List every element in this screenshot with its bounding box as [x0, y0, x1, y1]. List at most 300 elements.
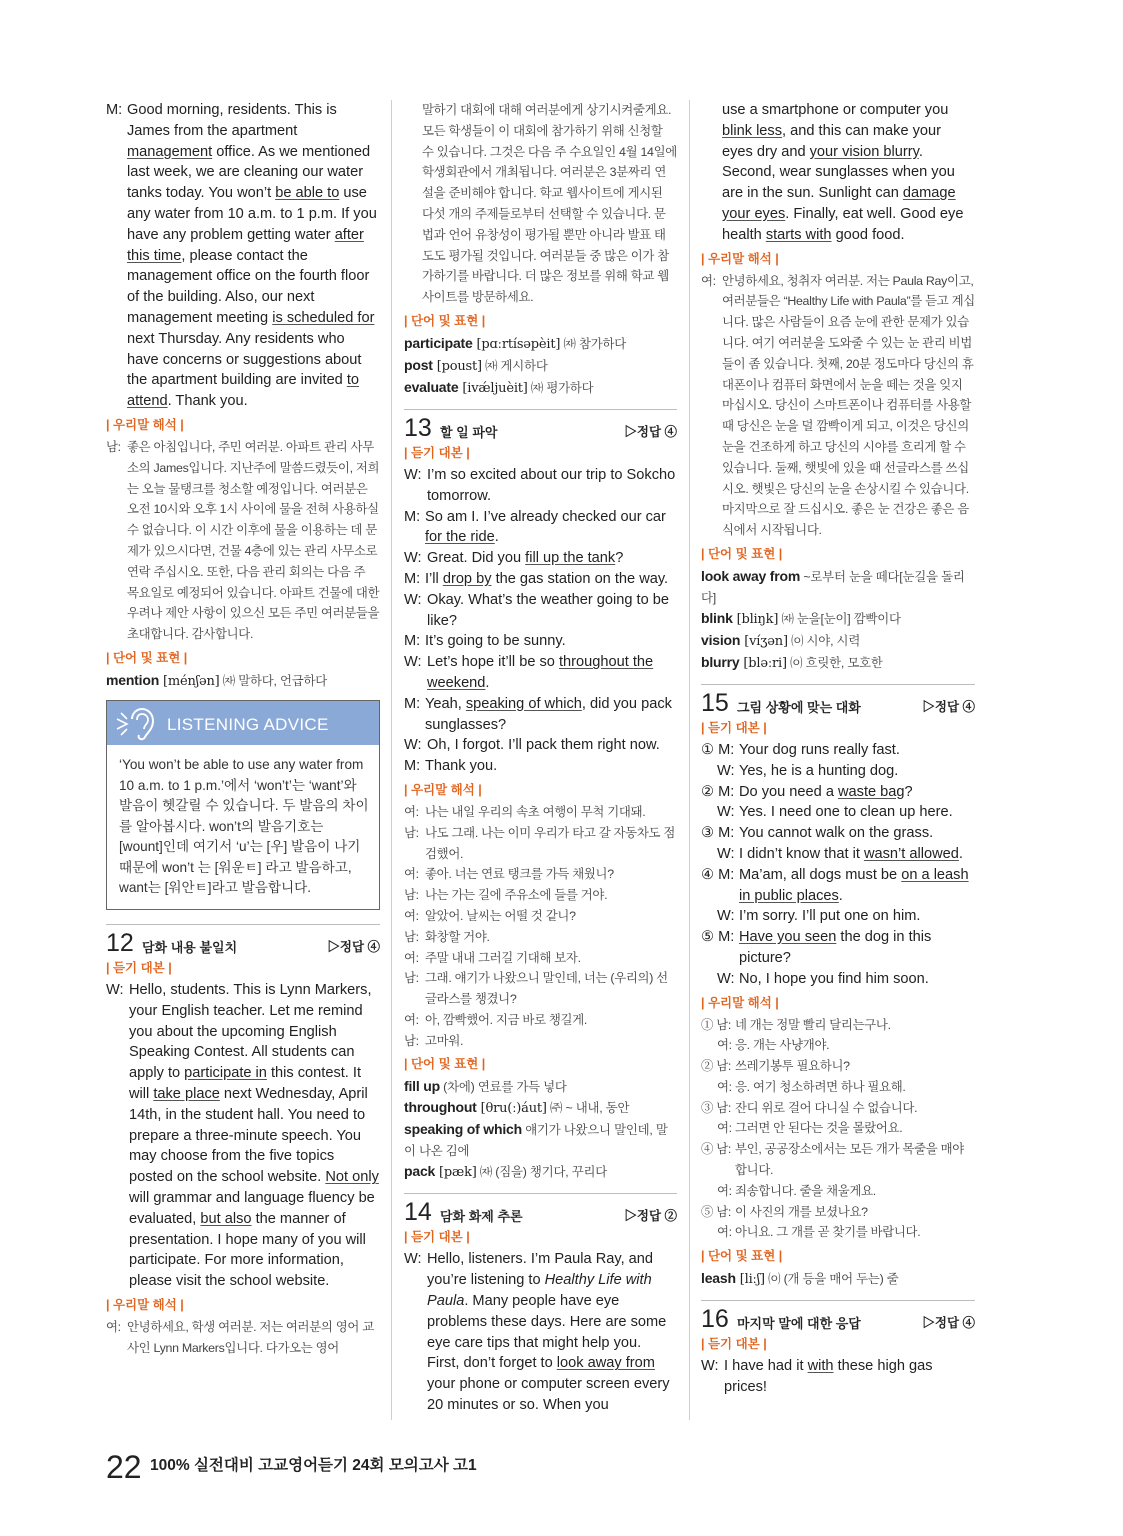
dialog-line: [404, 507, 677, 549]
vocab-entry: [701, 608, 975, 630]
vocab-list: [106, 670, 380, 692]
translation-line: [701, 1222, 975, 1243]
speaker-tag: ④ M:: [701, 866, 735, 883]
translation-text: 여: 안녕하세요, 학생 여러분. 저는 여러분의 영어 교사인 Lynn Markers입니다. 다가오는 영어: [106, 1320, 374, 1355]
text-run: I have had it: [724, 1358, 808, 1375]
vocab-phonetic: [ivǽljuèit]: [458, 380, 528, 396]
key-phrase: your vision blurry: [809, 143, 919, 160]
key-phrase: Have you seen: [739, 929, 837, 946]
speaker-tag: 여:: [404, 1012, 419, 1027]
vocab-list: [404, 1076, 677, 1183]
translation-15: [701, 1015, 975, 1244]
speaker-tag: ④ 남:: [701, 1142, 732, 1157]
speaker-line: W: Hello, students. This is Lynn Markers, your English teacher. Let me remind you about the upcoming English Speaking Contest. All students can apply to participate in this contest. It will take place next Wednesday, April 14th, in the student hall. You need to prepare a three-minute speech. You may choose from the five topics posted on the school website. Not only will grammar and language fluency be evaluated, but also the manner of presentation. I hope many of you will participate. For more information, please visit the school website.: [106, 982, 379, 1290]
key-phrase: Healthy Life with Paula: [427, 1272, 652, 1310]
vocab-list: [701, 566, 975, 674]
speaker-tag: 여:: [717, 1038, 732, 1053]
speaker-tag: M:: [404, 508, 421, 525]
translation-line: [404, 864, 677, 885]
text-run: your phone or computer screen every 20 minutes or so. When you: [427, 1376, 670, 1414]
speaker-tag: W:: [404, 466, 422, 483]
speaker-line: W: I have had it with these high gas prices!: [701, 1358, 933, 1396]
key-phrase: starts with: [765, 226, 832, 243]
text-run: Yeah,: [425, 695, 466, 712]
translation-text: 쓰레기봉투 필요하니?: [735, 1059, 850, 1074]
speaker-tag: 여:: [404, 867, 419, 882]
key-phrase: blink less: [722, 122, 783, 139]
speaker-tag: W:: [717, 970, 735, 987]
speaker-tag: W:: [404, 550, 422, 567]
question-title: 담화 내용 불일치: [142, 940, 238, 956]
vocab-word: leash: [701, 1270, 736, 1287]
translation-text: 주말 내내 그러길 기대해 보자.: [425, 950, 581, 965]
dialog-text: [425, 571, 668, 587]
translation-text: 고마워.: [425, 1033, 464, 1048]
translation-text: 그래. 얘기가 나왔으니 말인데, 너는 (우리의) 선글라스를 챙겼니?: [425, 971, 668, 1007]
speaker-line: W: Hello, listeners. I’m Paula Ray, and you’re listening to Healthy Life with Paula. Many people have eye problems these days. Here are some eye care tips that might help you. First, don’t forget to look away from your phone or computer screen every 20 minutes or so. When you: [404, 1251, 670, 1414]
key-phrase: speaking of which: [465, 695, 582, 712]
text-run: Hello, students. This is Lynn Markers, your English teacher. Let me remind you about the upcoming English Speaking Contest. All students can apply to: [129, 982, 372, 1082]
speaker-tag: M:: [404, 570, 421, 587]
translation-label: | 우리말 해석 |: [404, 782, 482, 797]
text-run: , and this can make your eyes dry and: [722, 122, 942, 160]
translation-text: 여: 안녕하세요, 청취자 여러분. 저는 Paula Ray이고, 여러분들은 “Healthy Life with Paula”를 듣고 계십니다. 많은 사람들이 요즘 눈에 관한 문제가 있습니다. 여기 여러분을 도와줄 수 있는 눈 관리 비법들이 좀 있습니다. 첫째, 20분 정도마다 당신의 휴대폰이나 컴퓨터 화면에서 눈을 떼는 것을 잊지 마십시오. 당신이 스마트폰이나 컴퓨터를 사용할 때 당신은 눈을 덜 깜빡이게 되고, 이것은 당신의 눈을 건조하게 하고 당신의 시야를 흐리게 할 수 있습니다. 둘째, 햇빛에 있을 때 선글라스를 쓰십시오. 햇빛은 당신의 눈을 손상시킬 수 있습니다. 마지막으로 잘 드십시오. 좋은 눈 건강은 좋은 음식에서 시작됩니다.: [701, 273, 975, 538]
script-label: | 듣기 대본 |: [404, 1230, 470, 1245]
speaker-tag: 남:: [404, 929, 419, 944]
translation-text: 알았어. 날씨는 어떨 것 같니?: [425, 908, 576, 923]
script-text: [427, 1251, 670, 1413]
text-run: .: [958, 845, 963, 862]
key-phrase: damage your eyes: [722, 185, 956, 222]
key-phrase: for the ride: [425, 529, 495, 546]
vocab-word: evaluate: [404, 378, 459, 395]
script-continuation: [701, 100, 975, 246]
dialog-line: [701, 802, 975, 823]
dialog-13: [404, 465, 677, 777]
vocab-entry: [404, 1076, 677, 1097]
dialog-line: [404, 652, 677, 694]
translation-line: [404, 885, 677, 906]
key-phrase: on a leash in public places: [739, 866, 969, 904]
vocab-phonetic: [liːʃ]: [735, 1272, 765, 1288]
dialog-line: [701, 782, 975, 803]
vocab-meaning: ㈖ (짐을) 챙기다, 꾸리다: [476, 1165, 608, 1180]
text-run: will grammar and language fluency be evaluated,: [129, 1190, 375, 1227]
vocab-entry: [404, 1097, 677, 1119]
speaker-tag: ① 남:: [701, 1017, 732, 1032]
translation-label: | 우리말 해석 |: [106, 1298, 184, 1313]
speaker-tag: W:: [404, 654, 422, 671]
translation-text: 부인, 공공장소에서는 모든 개가 목줄을 매야 합니다.: [735, 1142, 964, 1178]
vocab-label: | 단어 및 표현 |: [701, 1249, 783, 1264]
text-run: I’m so excited about our trip to Sokcho tomorrow.: [427, 466, 676, 504]
question-14-header: [404, 1193, 677, 1229]
key-phrase: throughout the weekend: [427, 654, 654, 691]
text-run: Oh, I forgot. I’ll pack them right now.: [427, 737, 660, 754]
question-title: 그림 상황에 맞는 대화: [737, 699, 861, 715]
dialog-line: [404, 735, 677, 756]
advice-title: LISTENING ADVICE: [167, 714, 329, 734]
translation-line: [404, 906, 677, 927]
vocab-phonetic: [θru(ː)áut]: [476, 1101, 547, 1117]
vocab-word: blurry: [701, 653, 740, 670]
vocab-label: | 단어 및 표현 |: [404, 1057, 486, 1072]
text-run: . Second, wear sunglasses when you are in the sun. Sunlight can: [722, 143, 955, 202]
vocab-word: fill up: [404, 1078, 440, 1095]
speaker-tag: 남:: [404, 825, 419, 840]
speaker-tag: 여:: [404, 908, 419, 923]
text-run: Okay. What’s the weather going to be like?: [427, 591, 670, 629]
translation-13: [404, 802, 677, 1052]
script-label: | 듣기 대본 |: [404, 445, 470, 460]
translation-text: 응. 여기 청소하려면 하나 필요해.: [735, 1079, 906, 1094]
speaker-tag: 여:: [404, 950, 419, 965]
text-run: use a smartphone or computer you: [722, 102, 949, 118]
dialog-text: [739, 971, 929, 987]
speaker-line: M: Good morning, residents. This is James from the apartment management office. As we mentioned last week, we are cleaning our water tanks today. You won’t be able to use any water from 10 a.m. to 1 p.m. If you have any problem getting water after this time, please contact the management office on the fourth floor of the building. Also, our next management meeting is scheduled for next Thursday. Any residents who have concerns or suggestions about the apartment building are invited to attend. Thank you.: [106, 102, 377, 410]
translation-line: [701, 1035, 975, 1056]
dialog-text: [425, 509, 666, 546]
text-run: I’m sorry. I’ll put one on him.: [739, 908, 921, 925]
vocab-entry: [701, 566, 975, 608]
translation-text: 이 사진의 개를 보셨나요?: [735, 1204, 868, 1219]
translation-label: | 우리말 해석 |: [106, 417, 184, 432]
answer-badge: ▷정답 ②: [624, 1209, 677, 1224]
translation-text: 네 개는 정말 빨리 달리는구나.: [735, 1017, 891, 1032]
text-run: No, I hope you find him soon.: [739, 970, 929, 987]
script-text: [127, 102, 377, 409]
translation-text: 응. 개는 사냥개야.: [735, 1038, 830, 1053]
text-run: next Wednesday, April 14th, in the student hall. You need to prepare a three-minute speech. You may choose from the five topics posted on the school website.: [129, 1086, 368, 1186]
speaker-tag: ⑤ 남:: [701, 1204, 732, 1219]
dialog-text: [427, 550, 623, 566]
translation-line: [701, 1202, 975, 1223]
dialog-text: [739, 763, 898, 779]
text-run: this contest. It will: [129, 1065, 362, 1103]
column-3: [701, 100, 975, 1398]
dialog-text: [425, 758, 497, 774]
dialog-line: [701, 740, 975, 761]
text-run: .: [494, 529, 499, 546]
vocab-phonetic: [pæk]: [435, 1165, 477, 1181]
question-13-header: [404, 409, 677, 445]
text-run: .: [838, 887, 843, 904]
translation-line: [701, 1098, 975, 1119]
text-run: next Thursday. Any residents who have concerns or suggestions about the apartment building are invited: [127, 330, 362, 389]
column-2: [404, 100, 677, 1416]
speaker-tag: ② M:: [701, 783, 735, 800]
dialog-text: [427, 654, 653, 691]
text-run: the manner of presentation. I hope many of you will participate. For more information, please visit the school website.: [129, 1210, 366, 1290]
key-phrase: look away from: [556, 1355, 655, 1372]
speaker-tag: W:: [717, 845, 735, 862]
page-number: 22: [106, 1449, 142, 1485]
text-run: , please contact the management office on the fourth floor of the building. Also, our next management meeting: [127, 247, 370, 326]
translation-line: [701, 1077, 975, 1098]
translation-line: [404, 823, 677, 865]
vocab-meaning: ㈇ 시야, 시력: [787, 633, 861, 648]
vocab-phonetic: [víʒən]: [740, 633, 788, 649]
vocab-word: blink: [701, 609, 733, 626]
dialog-15: [701, 740, 975, 990]
text-run: I didn’t know that it: [739, 845, 864, 862]
key-phrase: drop by: [442, 570, 492, 587]
vocab-phonetic: [bləːri]: [739, 655, 787, 671]
key-phrase: is scheduled for: [272, 309, 375, 326]
text-run: So am I. I’ve already checked our car: [425, 508, 666, 525]
translation-text: 아니요. 그 개를 곧 찾기를 바랍니다.: [735, 1225, 921, 1240]
question-title: 마지막 말에 대한 응답: [737, 1316, 861, 1332]
script-text: [129, 982, 379, 1289]
key-phrase: fill up the tank: [525, 550, 616, 567]
key-phrase: with: [807, 1358, 834, 1375]
speaker-tag: ③ 남:: [701, 1100, 732, 1115]
ear-icon: [113, 705, 163, 748]
script-label: | 듣기 대본 |: [701, 1337, 767, 1352]
translation-line: [404, 948, 677, 969]
translation-line: [404, 1031, 677, 1052]
script-text: [724, 1358, 933, 1395]
key-phrase: waste bag: [838, 783, 905, 800]
speaker-tag: 남:: [404, 888, 419, 903]
text-run: You cannot walk on the grass.: [739, 825, 934, 842]
vocab-meaning: ㈖ 평가하다: [527, 380, 594, 395]
translation-text: 나도 그래. 나는 이미 우리가 타고 갈 자동차도 점검했어.: [425, 825, 676, 861]
dialog-text: [739, 742, 900, 758]
key-phrase: take place: [153, 1086, 220, 1103]
key-phrase: to attend: [127, 372, 360, 410]
vocab-entry: [404, 333, 677, 355]
key-phrase: wasn’t allowed: [863, 845, 959, 862]
translation-label: | 우리말 해석 |: [701, 251, 779, 266]
speaker-tag: 여:: [717, 1121, 732, 1136]
advice-body: ‘You won’t be able to use any water from 10 a.m. to 1 p.m.’에서 ‘won’t’는 ‘want’와 발음이 헷갈릴 수 있습니다. 두 발음의 차이를 알아봅시다. won’t의 발음기호는 [wount]인데 여기서 ‘u’는 [우] 발음이 나기 때문에 won’t 는 [워운ㅌ] 라고 발음하고, want는 [워안ㅌ]라고 발음합니다.: [119, 756, 369, 896]
dialog-text: [425, 696, 672, 733]
key-phrase: participate in: [184, 1065, 267, 1082]
script-label: | 듣기 대본 |: [106, 961, 172, 976]
advice-header: [107, 701, 379, 745]
dialog-text: [427, 737, 660, 753]
question-number: 13: [404, 413, 432, 442]
answer-badge: ▷정답 ④: [624, 424, 677, 439]
speaker-tag: 여:: [717, 1183, 732, 1198]
translation-line: [701, 1139, 975, 1181]
vocab-label: | 단어 및 표현 |: [106, 650, 188, 665]
vocab-entry: [404, 377, 677, 399]
key-phrase: be able to: [275, 185, 340, 202]
vocab-entry: [701, 652, 975, 674]
text-run: these high gas prices!: [724, 1358, 933, 1396]
vocab-list: [701, 1268, 975, 1290]
text-run: .: [485, 674, 490, 691]
text-run: Do you need a: [739, 783, 838, 800]
text-run: Let’s hope it’ll be so: [427, 654, 559, 671]
vocab-meaning: (차에) 연료를 가득 넣다: [439, 1080, 567, 1095]
vocab-word: vision: [701, 631, 741, 648]
text-run: Great. Did you: [427, 550, 526, 567]
speaker-tag: M:: [404, 758, 421, 775]
question-title: 할 일 파악: [440, 424, 498, 440]
text-run: . Thank you.: [167, 393, 248, 410]
text-run: . Finally, eat well. Good eye health: [722, 205, 964, 243]
dialog-text: [739, 804, 953, 820]
speaker-tag: W:: [717, 908, 735, 925]
text-run: Hello, listeners. I’m Paula Ray, and you’re listening to: [427, 1251, 654, 1289]
dialog-line: [701, 761, 975, 782]
vocab-meaning: ㈖ 게시하다: [481, 358, 548, 373]
vocab-word: pack: [404, 1163, 436, 1180]
question-number: 14: [404, 1198, 432, 1227]
vocab-meaning: ㈖ 눈을[눈이] 깜빡이다: [778, 611, 901, 626]
listening-advice-box: [106, 700, 380, 910]
speaker-tag: 여:: [717, 1225, 732, 1240]
vocab-meaning: 얘기가 나왔으니 말인데, 말이 나온 김에: [404, 1123, 668, 1159]
vocab-entry: [404, 355, 677, 377]
speaker-tag: ① M:: [701, 741, 735, 758]
vocab-word: speaking of which: [404, 1121, 522, 1138]
vocab-label: | 단어 및 표현 |: [701, 546, 783, 561]
dialog-text: [739, 784, 913, 800]
question-number: 15: [701, 688, 729, 717]
dialog-text: [739, 846, 963, 862]
book-title: 100% 실전대비 고교영어듣기 24회 모의고사 고1: [150, 1457, 477, 1474]
text-run: Yes. I need one to clean up here.: [739, 804, 953, 821]
vocab-word: post: [404, 356, 433, 373]
answer-badge: ▷정답 ④: [922, 699, 975, 714]
speaker-tag: 여:: [404, 804, 419, 819]
dialog-line: [701, 865, 975, 907]
vocab-label: | 단어 및 표현 |: [404, 313, 486, 328]
answer-badge: ▷정답 ④: [327, 940, 380, 955]
dialog-line: [404, 590, 677, 632]
text-run: the gas station on the way.: [491, 570, 669, 587]
vocab-meaning: ㈖ 참가하다: [560, 336, 627, 351]
speaker-tag: M:: [404, 633, 421, 650]
translation-text: 나는 내일 우리의 속초 여행이 무척 기대돼.: [425, 804, 646, 819]
translation-line: [404, 968, 677, 1010]
translation-line: [404, 802, 677, 823]
key-phrase: but also: [200, 1210, 252, 1227]
text-run: It’s going to be sunny.: [425, 633, 566, 650]
text-run: ?: [904, 783, 913, 800]
vocab-phonetic: [bliŋk]: [732, 611, 779, 627]
text-run: Ma’am, all dogs must be: [739, 866, 902, 883]
question-12-header: [106, 924, 380, 960]
vocab-entry: [701, 630, 975, 652]
vocab-entry: [701, 1268, 975, 1290]
speaker-tag: 남:: [404, 1033, 419, 1048]
speaker-tag: ② 남:: [701, 1059, 732, 1074]
text-run: . Many people have eye problems these days. Here are some eye care tips that might help you. First, don’t forget to: [427, 1293, 667, 1372]
text-run: , did you pack sunglasses?: [425, 695, 672, 733]
script-text: [722, 102, 963, 243]
translation-text: 말하기 대회에 대해 여러분에게 상기시켜줄게요. 모든 학생들이 이 대회에 참가하기 위해 신청할 수 있습니다. 그것은 다음 주 수요일인 4월 14일에 학생회관에서 개최됩니다. 여러분은 3분짜리 연설을 준비해야 합니다. 학교 웹사이트에 게시된 다섯 개의 주제들로부터 선택할 수 있습니다. 문법과 언어 유창성이 평가될 뿐만 아니라 발표 태도도 평가될 것입니다. 여러분들 중 많은 이가 참가하기를 바랍니다. 더 많은 정보를 위해 학교 웹사이트를 방문하세요.: [422, 103, 677, 305]
speaker-tag: W:: [404, 737, 422, 754]
dialog-text: [739, 867, 969, 904]
translation-text: 죄송합니다. 줄을 채울게요.: [735, 1183, 876, 1198]
question-number: 16: [701, 1305, 729, 1334]
column-divider: [689, 100, 690, 1420]
answer-badge: ▷정답 ④: [922, 1316, 975, 1331]
translation-line: [701, 1118, 975, 1139]
script-label: | 듣기 대본 |: [701, 720, 767, 735]
speaker-tag: ③ M:: [701, 825, 735, 842]
translation-text: 남: 좋은 아침입니다, 주민 여러분. 아파트 관리 사무소의 James입니다. 지난주에 말씀드렸듯이, 저희는 오늘 물탱크를 청소할 예정입니다. 여러분은 오전 10시와 오후 1시 사이에 물을 전혀 사용하실 수 없습니다. 이 시간 이후에 물을 이용하는 데 문제가 있으시다면, 건물 4층에 있는 관리 사무소로 연락 주십시오. 또한, 다음 관리 회의는 다음 주 목요일로 예정되어 있습니다. 아파트 건물에 대한 우려나 제안 사항이 있으신 모든 주민 여러분들을 초대합니다. 감사합니다.: [106, 439, 380, 642]
translation-text: 아, 깜빡했어. 지금 바로 챙길게.: [425, 1012, 588, 1027]
key-phrase: after this time: [127, 226, 364, 264]
dialog-line: [404, 465, 677, 507]
dialog-line: [701, 969, 975, 990]
dialog-line: [404, 756, 677, 777]
vocab-word: throughout: [404, 1099, 477, 1116]
speaker-tag: ⑤ M:: [701, 929, 735, 946]
vocab-word: participate: [404, 334, 473, 351]
speaker-tag: 남:: [404, 971, 419, 986]
dialog-text: [739, 825, 933, 841]
dialog-text: [425, 633, 566, 649]
vocab-meaning: ~로부터 눈을 떼다[눈길을 돌리다]: [701, 569, 965, 605]
speaker-tag: W:: [404, 591, 422, 608]
vocab-meaning: ㈇ 흐릿한, 모호한: [786, 655, 883, 670]
vocab-entry: [404, 1161, 677, 1183]
translation-text: 화창할 거야.: [425, 929, 490, 944]
text-run: ?: [615, 550, 624, 567]
translation-line: [404, 927, 677, 948]
translation-text: 나는 가는 길에 주유소에 들를 거야.: [425, 888, 608, 903]
dialog-line: [701, 823, 975, 844]
question-15-header: [701, 684, 975, 720]
translation-label: | 우리말 해석 |: [701, 995, 779, 1010]
vocab-entry: [106, 670, 380, 692]
vocab-meaning: ㈜ ~ 내내, 동안: [546, 1101, 630, 1116]
vocab-word: look away from: [701, 567, 801, 584]
vocab-phonetic: [pɑːrtísəpèit]: [472, 336, 561, 352]
text-run: use any water from 10 a.m. to 1 p.m. If you have any problem getting water: [127, 185, 377, 243]
speaker-tag: M:: [404, 695, 421, 712]
speaker-tag: W:: [717, 762, 735, 779]
vocab-meaning: ㈖ 말하다, 언급하다: [219, 673, 328, 688]
speaker-tag: 여:: [717, 1079, 732, 1094]
vocab-phonetic: [ménʃən]: [159, 673, 220, 689]
dialog-line: [701, 906, 975, 927]
vocab-word: mention: [106, 671, 160, 688]
translation-line: [701, 1056, 975, 1077]
text-run: Thank you.: [425, 758, 498, 775]
vocab-entry: [404, 1119, 677, 1161]
dialog-line: [701, 927, 975, 969]
dialog-line: [404, 694, 677, 736]
column-divider: [391, 100, 392, 1420]
text-run: the dog in this picture?: [739, 929, 932, 966]
dialog-text: [427, 467, 675, 504]
dialog-line: [404, 569, 677, 590]
text-run: good food.: [831, 226, 905, 243]
translation-text: 잔디 위로 걸어 다니실 수 없습니다.: [735, 1100, 918, 1115]
translation-text: 좋아. 너는 연료 탱크를 가득 채웠니?: [425, 867, 614, 882]
translation-text: 그러면 안 된다는 것을 몰랐어요.: [735, 1121, 903, 1136]
question-16-header: [701, 1300, 975, 1336]
vocab-list: [404, 333, 677, 399]
vocab-phonetic: [poust]: [432, 358, 482, 374]
column-1: [106, 100, 380, 1359]
dialog-line: [404, 631, 677, 652]
text-run: office. As we mentioned last week, we are cleaning our water tanks today. You won’t: [127, 143, 371, 202]
dialog-text: [739, 929, 931, 966]
dialog-line: [404, 548, 677, 569]
dialog-line: [701, 844, 975, 865]
dialog-text: [739, 908, 920, 924]
translation-line: [404, 1010, 677, 1031]
